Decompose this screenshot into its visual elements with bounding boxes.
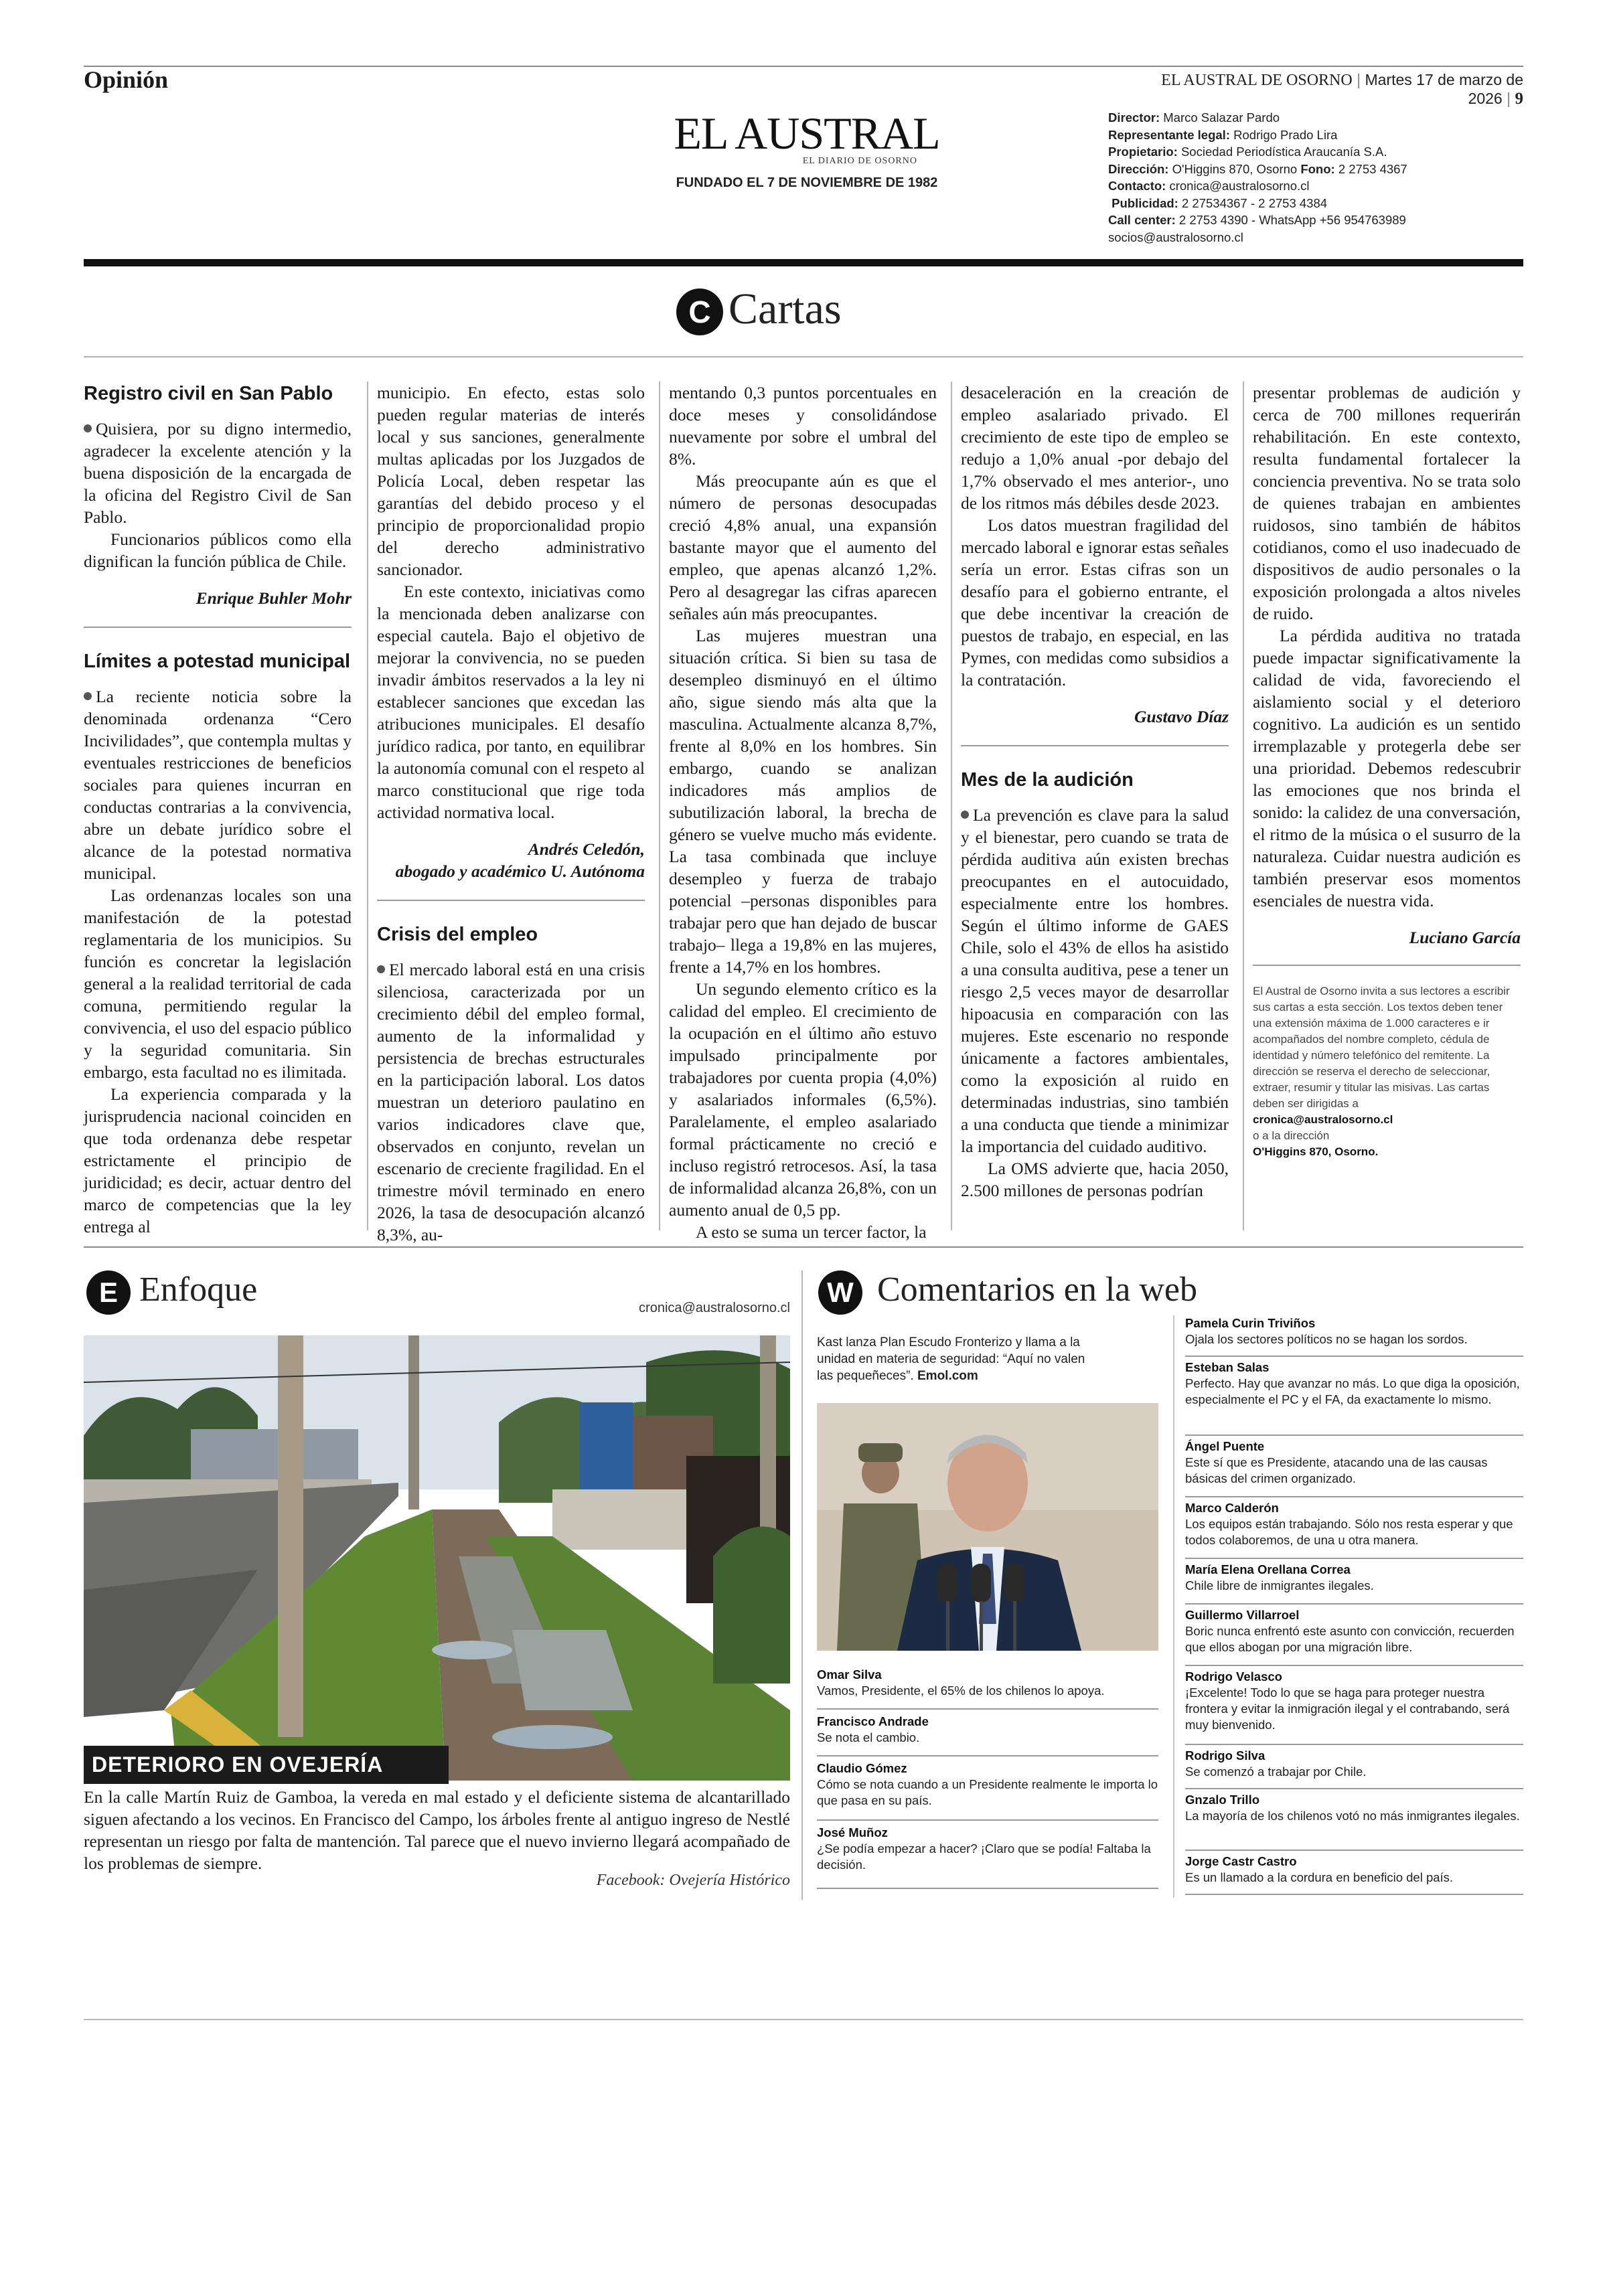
comment-divider [817,1708,1158,1710]
letter-paragraph: La pérdida auditiva no tratada puede impactar significativamente la calidad de vida, favoreciendo el aislamiento social y el deterioro cognitivo. La audición es un sentido irremplazable y protegerla debe ser una prioridad. Debemos redescubrir las emociones que nos brinda el sonido: la calidez de una conversación, el ritmo de la música o el susurro de la naturaleza. Cuidar nuestra audición es también preservar esos momentos esenciales de nuestra vida. [1253,626,1521,910]
letter-paragraph: Quisiera, por su digno intermedio, agradecer la excelente atención y la buena disposición de la encargada de la oficina del Registro Civil de San Pablo. [84,419,352,527]
enfoque-email[interactable]: cronica@australosorno.cl [639,1301,790,1315]
comment-text: Ojala los sectores políticos no se hagan los sordos. [1185,1332,1468,1346]
comment-text: Este sí que es Presidente, atacando una de las causas básicas del crimen organizado. [1185,1455,1488,1485]
comment-item [1185,1500,1523,1548]
comment-author: Pamela Curin Triviños [1185,1316,1316,1330]
letters-column-5 [1253,382,1521,1160]
letter-paragraph: La reciente noticia sobre la denominada ordenanza “Cero Incivilidades”, que contempla multas y eventuales restricciones de beneficios sociales para quienes incurran en conductas contrarias a la convivencia, abre un debate jurídico sobre el alcance de la potestad normativa municipal. [84,687,352,883]
comment-text: ¿Se podía empezar a hacer? ¡Claro que se podía! Faltaba la decisión. [817,1841,1151,1872]
enfoque-title: Enfoque [139,1270,258,1309]
comment-author: Jorge Castr Castro [1185,1854,1297,1868]
web-news-source: Emol.com [917,1369,978,1383]
section-name: Opinión [84,66,169,93]
credit-director: Director: Marco Salazar Pardo [1108,110,1280,125]
letter-paragraph: Las mujeres muestran una situación crítica. Si bien su tasa de desempleo disminuyó en el último año, sigue siendo más alta que la masculina. Actualmente alcanza 8,7%, frente al 8,0% en los hombres. Sin embargo, cuando se analizan indicadores más amplios de subutilización laboral, la brecha de género se vuelve mucho más evidente. La tasa combinada que incluye desempleo y fuerza de trabajo potencial –personas disponibles para trabajar pero que han dejado de buscar trabajo– llega a 19,8% en las mujeres, frente a 14,7% en los hombres. [669,626,937,977]
comment-item [817,1714,1158,1746]
comment-item [1185,1792,1523,1824]
comment-divider [1185,1558,1523,1559]
letter-paragraph: municipio. En efecto, estas solo pueden regular materias de interés local y sus sanciones, generalmente multas aplicadas por los Juzgados de Policía Local, deben respetar las garantías del debido proceso y el principio de proporcionalidad propio del derecho administrativo sancionador. [377,383,645,579]
letter-signature-role: abogado y académico U. Autónoma [395,862,645,881]
letter-signature: Andrés Celedón, [528,839,645,859]
comment-text: Cómo se nota cuando a un Presidente realmente le importa lo que pasa en su país. [817,1777,1158,1807]
credit-callcenter: Call center: 2 2753 4390 - WhatsApp +56 954763989 [1108,213,1406,227]
comment-divider [1185,1788,1523,1789]
founded-line: FUNDADO EL 7 DE NOVIEMBRE DE 1982 [676,175,938,190]
credit-legal: Representante legal: Rodrigo Prado Lira [1108,127,1338,142]
column-divider [367,382,368,1230]
letter-paragraph: En este contexto, iniciativas como la mencionada deben analizarse con especial cautela. Bajo el objetivo de mejorar la convivencia, no se pueden invadir ámbitos reservados a la ley ni establecer sanciones que excedan las atribuciones municipales. El desafío jurídico radica, por tanto, en equilibrar la autonomía comunal con el respeto al marco constitucional que rige toda actividad normativa local. [377,582,645,822]
page-number: 9 [1515,90,1523,108]
comment-text: Boric nunca enfrentó este asunto con convicción, recuerden que ellos abogan por una migración libre. [1185,1624,1515,1654]
letter-divider [961,745,1229,746]
letter-signature: Enrique Buhler Mohr [196,588,352,608]
letter-signature: Luciano García [1409,928,1521,947]
column-divider [1243,382,1244,1230]
issue-date: Martes 17 de marzo de 2026 [1365,71,1523,107]
letter-paragraph: Un segundo elemento crítico es la calidad del empleo. El crecimiento de la ocupación en el último año estuvo impulsado principalmente por trabajadores por cuenta propia (4,0%) y asalariados informales (6,5%). Paralelamente, el empleo asalariado formal prácticamente no creció e incluso registró retrocesos. Así, la tasa de informalidad alcanza 26,8%, con un aumento anual de 0,5 pp. [669,979,937,1220]
credits-block [1108,109,1523,246]
comment-text: Vamos, Presidente, el 65% de los chilenos lo apoya. [817,1684,1105,1698]
credit-address: Dirección: O'Higgins 870, Osorno Fono: 2 2753 4367 [1108,161,1407,176]
column-divider [801,1270,803,1900]
comment-item [1185,1562,1523,1594]
comment-author: Omar Silva [817,1667,882,1682]
masthead-bar [84,259,1523,266]
letter-paragraph: Más preocupante aún es que el número de personas desocupadas creció 4,8% anual, una expansión bastante mayor que el aumento del empleo, que apenas alcanzó 1,2%. Pero al desagregar las cifras aparecen señales aún más preocupantes. [669,471,937,623]
top-rule [84,66,1523,67]
comment-item [1185,1854,1523,1886]
comment-text: La mayoría de los chilenos votó no más inmigrantes ilegales. [1185,1809,1520,1823]
comment-author: Marco Calderón [1185,1501,1279,1515]
masthead [666,107,947,167]
comment-author: Gnzalo Trillo [1185,1793,1260,1807]
credit-socios: socios@australosorno.cl [1108,230,1243,244]
letters-invitation-email: cronica@australosorno.cl [1253,1113,1393,1126]
comment-author: Rodrigo Velasco [1185,1669,1282,1684]
comment-item [1185,1607,1523,1655]
comment-item [1185,1315,1523,1347]
web-news-headline[interactable]: Kast lanza Plan Escudo Fronterizo y llama a la unidad en materia de seguridad: “Aquí no valen las pequeñeces”. Emol.com [817,1335,1085,1383]
comment-divider [1185,1850,1523,1851]
letter-paragraph: Los datos muestran fragilidad del mercado laboral e ignorar estas señales sería un error. Estas cifras son un desafío para el gobierno entrante, el que debe incentivar la creación de puestos de trabajo, en especial, en las Pymes, con medidas como subsidios a la contratación. [961,515,1229,689]
comment-item [1185,1748,1523,1780]
letter-divider [1253,965,1521,966]
column-divider [659,382,660,1230]
comment-author: Claudio Gómez [817,1761,907,1775]
web-title: Comentarios en la web [877,1270,1197,1309]
letter-headline-audicion: Mes de la audición [961,769,1134,791]
comment-divider [1185,1744,1523,1745]
letter-paragraph: La experiencia comparada y la jurisprudencia nacional coinciden en que toda ordenanza debe respetar estrictamente el principio de juridicidad; es decir, actuar dentro del marco de competencias que la ley entrega al [84,1084,352,1236]
paper-meta: EL AUSTRAL DE OSORNO | Martes 17 de marzo de 2026 | 9 [1161,71,1523,108]
comment-item [817,1760,1158,1809]
masthead-title: EL AUSTRAL [674,108,940,159]
comment-author: Esteban Salas [1185,1360,1270,1374]
letter-paragraph: Funcionarios públicos como ella dignifican la función pública de Chile. [84,529,352,571]
comment-divider [1185,1603,1523,1605]
masthead-subtitle: EL DIARIO DE OSORNO [802,156,917,166]
cartas-title: Cartas [729,284,842,333]
comment-divider [1185,1496,1523,1497]
comment-divider [1185,1665,1523,1666]
enfoque-photo [84,1335,790,1781]
letter-paragraph: La prevención es clave para la salud y el bienestar, pero cuando se trata de pérdida auditiva aún existen brechas preocupantes en el autocuidado, especialmente entre los hombres. Según el último informe de GAES Chile, solo el 43% de ellos ha asistido a una consulta auditiva, pese a tener un riesgo 2,5 veces mayor de desarrollar hipoacusia en comparación con las mujeres. Este escenario no responde únicamente a factores ambientales, como la exposición al ruido en determinadas industrias, sino también a una conducta que tiende a minimizar la importancia del cuidado auditivo. [961,805,1229,1156]
credit-owner: Propietario: Sociedad Periodística Araucanía S.A. [1108,145,1387,159]
letter-paragraph: Las ordenanzas locales son una manifestación de la potestad reglamentaria de los municipios. Su función es concretar la legislación general a la realidad territorial de cada comuna, permitiendo regular la convivencia, el uso del espacio público y la seguridad comunitaria. Sin embargo, esta facultad no es ilimitada. [84,886,352,1082]
comment-divider [1185,1434,1523,1436]
letters-invitation-or: o a la dirección [1253,1129,1330,1142]
bullet-icon [961,811,969,819]
letter-paragraph: La OMS advierte que, hacia 2050, 2.500 millones de personas podrían [961,1159,1229,1200]
letter-paragraph: A esto se suma un tercer factor, la [696,1222,927,1242]
enfoque-banner: DETERIORO EN OVEJERÍA [84,1746,449,1784]
credit-ads: Publicidad: 2 27534367 - 2 2753 4384 [1112,195,1328,210]
credit-contact: Contacto: cronica@australosorno.cl [1108,179,1310,193]
comment-author: José Muñoz [817,1825,888,1839]
comment-item [1185,1669,1523,1733]
comment-divider [1185,1894,1523,1895]
comment-text: ¡Excelente! Todo lo que se haga para proteger nuestra frontera y evitar la inmigración ilegal y el contrabando, será muy bienvenido. [1185,1686,1510,1732]
comment-text: Se nota el cambio. [817,1730,920,1744]
cartas-badge-icon: C [676,289,723,335]
comment-divider [1185,1356,1523,1357]
comment-item [1185,1360,1523,1408]
street-photo-image [84,1335,790,1781]
web-badge-icon: W [818,1270,862,1315]
comment-text: Perfecto. Hay que avanzar no más. Lo que diga la oposición, especialmente el PC y el FA, da exactamente lo mismo. [1185,1376,1520,1406]
comment-author: Ángel Puente [1185,1439,1265,1453]
letters-column-4 [961,382,1229,1202]
letter-divider [84,627,352,628]
enfoque-caption: En la calle Martín Ruiz de Gamboa, la vereda en mal estado y el deficiente sistema de alcantarillado siguen afectando a los vecinos. En Francisco del Campo, los árboles frente al antiguo ingreso de Nestlé representan un riesgo por falta de mantención. Tal parece que el nuevo invierno llegará acompañado de los problemas de siempre. [84,1787,790,1873]
letters-column-1 [84,382,352,1238]
letter-headline-limites: Límites a potestad municipal [84,651,351,672]
bullet-icon [377,965,385,973]
letter-divider [377,900,645,901]
comment-author: Francisco Andrade [817,1714,929,1728]
bottom-rule [84,2019,1523,2020]
comment-author: Rodrigo Silva [1185,1748,1266,1762]
letter-paragraph: mentando 0,3 puntos porcentuales en doce meses y consolidándose nuevamente por sobre el umbral del 8%. [669,383,937,469]
letter-signature: Gustavo Díaz [1134,707,1229,726]
letter-headline-crisis: Crisis del empleo [377,924,538,945]
letter-paragraph: presentar problemas de audición y cerca de 700 millones requerirán rehabilitación. En este contexto, resulta fundamental fortalecer la conciencia preventiva. No se trata solo de quienes trabajan en ambientes ruidosos, sino también de hábitos cotidianos, como el uso inadecuado de dispositivos de audio personales o la exposición prolongada a altos niveles de ruido. [1253,383,1521,623]
comment-divider [817,1755,1158,1756]
bullet-icon [84,424,92,432]
comment-item [817,1825,1158,1873]
enfoque-photo-credit: Facebook: Ovejería Histórico [596,1872,790,1889]
comment-item [1185,1439,1523,1487]
comment-item [817,1667,1158,1699]
president-photo-image [817,1403,1158,1651]
letters-invitation: El Austral de Osorno invita a sus lectores a escribir sus cartas a esta sección. Los textos deben tener una extensión máxima de 1.000 caracteres e ir acompañados del nombre completo, cédula de identidad y número telefónico del remitente. La dirección se reserva el derecho de seleccionar, extraer, resumir y titular las misivas. Las cartas deben ser dirigidas a [1253,985,1510,1110]
comment-divider [817,1819,1158,1821]
letters-column-2 [377,382,645,1246]
letter-paragraph: desaceleración en la creación de empleo asalariado privado. El crecimiento de este tipo de empleo se redujo a 1,0% anual -por debajo del 1,7% observado el mes anterior-, uno de los ritmos más débiles desde 2023. [961,383,1229,513]
bullet-icon [84,692,92,700]
web-photo [817,1403,1158,1651]
letter-paragraph: El mercado laboral está en una crisis silenciosa, caracterizada por un crecimiento débil del empleo formal, aumento de la informalidad y persistencia de brechas estructurales en la participación laboral. Los datos muestran un deterioro paulatino en varios indicadores clave que, observados en conjunto, revelan un escenario de creciente fragilidad. En el trimestre móvil terminado en enero 2026, la tasa de desocupación alcanzó 8,3%, au- [377,960,645,1244]
letters-column-3 [669,382,937,1243]
paper-line: EL AUSTRAL DE OSORNO [1161,72,1353,89]
section-rule [84,1246,1523,1248]
comment-divider [817,1888,1158,1889]
comment-text: Los equipos están trabajando. Sólo nos resta esperar y que todos colaboremos, de una u otra manera. [1185,1517,1513,1547]
comment-author: Guillermo Villarroel [1185,1608,1300,1622]
letters-invitation-address: O'Higgins 870, Osorno. [1253,1145,1379,1158]
enfoque-badge-icon: E [86,1270,131,1315]
column-divider [951,382,952,1230]
comment-text: Es un llamado a la cordura en beneficio del país. [1185,1870,1454,1884]
cartas-rule [84,356,1523,357]
comment-text: Se comenzó a trabajar por Chile. [1185,1765,1367,1779]
comment-text: Chile libre de inmigrantes ilegales. [1185,1578,1374,1592]
column-divider [1173,1315,1174,1898]
letter-headline-registro: Registro civil en San Pablo [84,383,333,404]
comment-author: María Elena Orellana Correa [1185,1562,1351,1576]
